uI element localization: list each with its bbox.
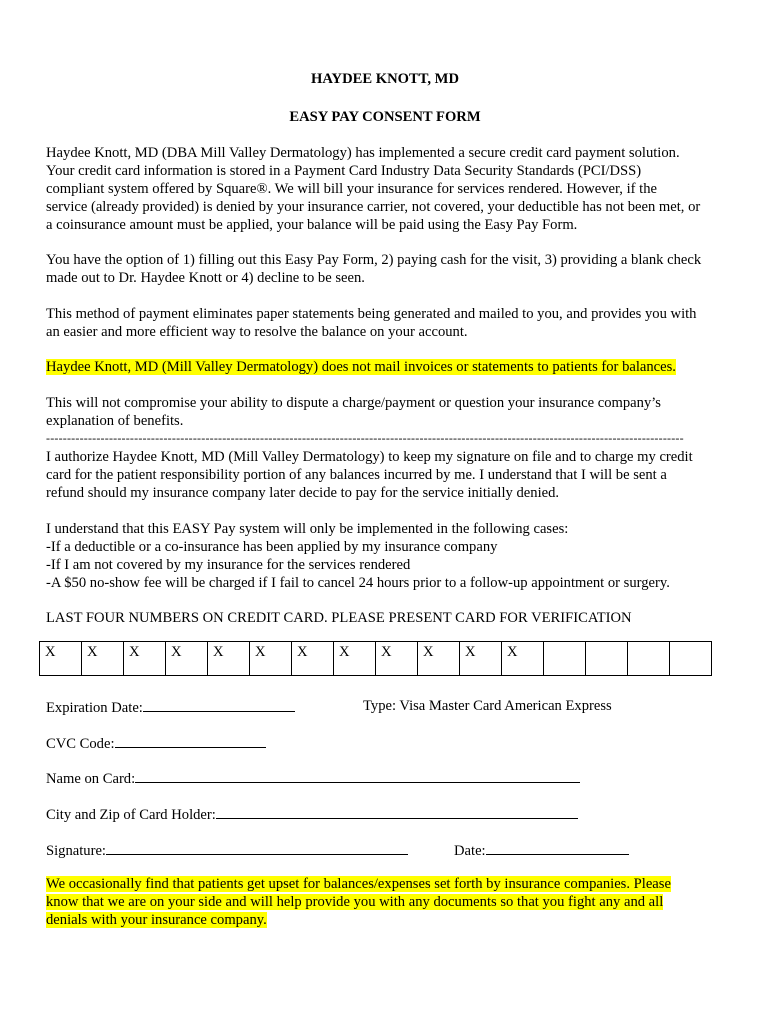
city-zip-field [46, 804, 578, 824]
city-zip-line[interactable] [216, 804, 578, 819]
intro-line: a coinsurance amount must be applied, your balance will be paid using the Easy Pay Form. [46, 217, 578, 233]
authorize-line: card for the patient responsibility portion of any balances incurred by me. I understand that I will be sent a [46, 467, 667, 483]
highlighted-text: We occasionally find that patients get upset for balances/expenses set forth by insurance companies. Please [46, 876, 671, 892]
expiration-date-line[interactable] [143, 697, 295, 712]
date-line[interactable] [486, 840, 629, 855]
card-digit-box[interactable]: X [124, 642, 166, 676]
highlighted-text: Haydee Knott, MD (Mill Valley Dermatology) does not mail invoices or statements to patients for balances. [46, 359, 676, 375]
name-on-card-line[interactable] [135, 768, 580, 783]
practice-name: HAYDEE KNOTT, MD [311, 71, 459, 87]
dispute-line: explanation of benefits. [46, 413, 184, 429]
cases-line: -A $50 no-show fee will be charged if I fail to cancel 24 hours prior to a follow-up appointment or surgery. [46, 575, 670, 591]
method-line: This method of payment eliminates paper statements being generated and mailed to you, and provides you with [46, 306, 697, 322]
card-digit-box[interactable]: X [166, 642, 208, 676]
intro-line: Your credit card information is stored in a Payment Card Industry Data Security Standards (PCI/DSS) [46, 163, 642, 179]
intro-line: compliant system offered by Square®. We will bill your insurance for services rendered. However, if the [46, 181, 657, 197]
date-label: Date: [454, 843, 486, 859]
form-title: EASY PAY CONSENT FORM [289, 109, 481, 125]
card-digit-box[interactable] [586, 642, 628, 676]
cvc-code-label: CVC Code: [46, 736, 115, 752]
card-type-field: Type: Visa Master Card American Express [363, 698, 612, 714]
expiration-date-field [46, 697, 295, 717]
no-mail-notice [46, 358, 676, 376]
options-line: You have the option of 1) filling out this Easy Pay Form, 2) paying cash for the visit, 3) providing a blank check [46, 252, 702, 268]
closing-line [46, 893, 663, 911]
card-digit-box[interactable]: X [418, 642, 460, 676]
cvc-code-field [46, 733, 266, 753]
cases-line: -If I am not covered by my insurance for the services rendered [46, 557, 411, 573]
card-digit-box[interactable]: X [250, 642, 292, 676]
card-digit-box[interactable]: X [502, 642, 544, 676]
authorize-line: refund should my insurance company later decide to pay for the service initially denied. [46, 485, 560, 501]
options-line: made out to Dr. Haydee Knott or 4) decline to be seen. [46, 270, 365, 286]
city-zip-label: City and Zip of Card Holder: [46, 807, 216, 823]
date-field [454, 840, 629, 860]
cases-line: I understand that this EASY Pay system will only be implemented in the following cases: [46, 521, 569, 537]
card-digit-box[interactable]: X [334, 642, 376, 676]
authorize-line: I authorize Haydee Knott, MD (Mill Valley Dermatology) to keep my signature on file and to charge my credit [46, 449, 693, 465]
highlighted-text: know that we are on your side and will help provide you with any documents so that you fight any and all [46, 894, 664, 910]
card-heading: LAST FOUR NUMBERS ON CREDIT CARD. PLEASE PRESENT CARD FOR VERIFICATION [46, 610, 632, 626]
card-digit-box[interactable] [670, 642, 712, 676]
signature-label: Signature: [46, 843, 106, 859]
name-on-card-field [46, 768, 580, 788]
cases-line: -If a deductible or a co-insurance has been applied by my insurance company [46, 539, 498, 555]
card-number-boxes [39, 641, 712, 676]
card-digit-box[interactable]: X [460, 642, 502, 676]
cvc-code-line[interactable] [115, 733, 266, 748]
name-on-card-label: Name on Card: [46, 771, 136, 787]
intro-line: service (already provided) is denied by your insurance carrier, not covered, your deductible has not been met, or [46, 199, 701, 215]
method-line: an easier and more efficient way to resolve the balance on your account. [46, 324, 468, 340]
card-digit-box[interactable]: X [40, 642, 82, 676]
highlighted-text: denials with your insurance company. [46, 912, 267, 928]
dispute-line: This will not compromise your ability to dispute a charge/payment or question your insurance company’s [46, 395, 661, 411]
expiration-date-label: Expiration Date: [46, 700, 143, 716]
card-digit-box[interactable]: X [82, 642, 124, 676]
closing-line [46, 875, 671, 893]
dashed-separator: -------------------------------------------------------------------------------------------------------------------------------------------------------- [46, 431, 684, 445]
card-digit-box[interactable] [628, 642, 670, 676]
closing-line [46, 911, 267, 929]
signature-field [46, 840, 408, 860]
card-digit-box[interactable]: X [208, 642, 250, 676]
card-digit-box[interactable] [544, 642, 586, 676]
card-digit-box[interactable]: X [376, 642, 418, 676]
card-digit-box[interactable]: X [292, 642, 334, 676]
signature-line[interactable] [106, 840, 408, 855]
intro-line: Haydee Knott, MD (DBA Mill Valley Dermatology) has implemented a secure credit card payment solution. [46, 145, 680, 161]
